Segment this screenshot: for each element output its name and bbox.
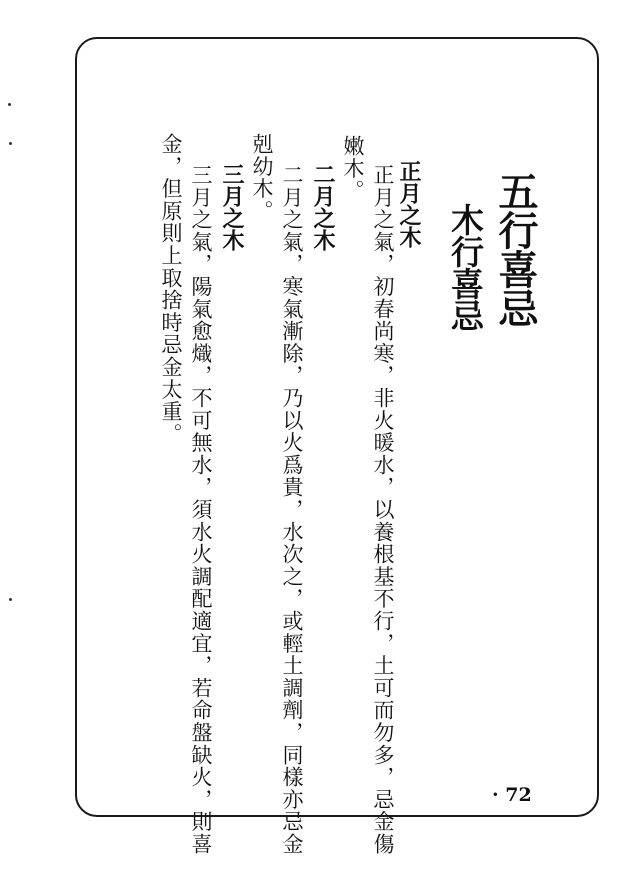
scan-speck — [8, 103, 11, 106]
page-number-bullet: · — [492, 784, 499, 806]
paragraph-line: 三月之氣，陽氣愈熾，不可無水，須水火調配適宜，若命盤缺火，則喜 — [189, 164, 213, 856]
heading-second-month: 二月之木 — [310, 163, 335, 251]
paragraph-line: 剋幼木。 — [250, 133, 274, 223]
paragraph-line: 嫩木。 — [341, 135, 365, 202]
page-number — [492, 784, 532, 806]
page-number-value: 72 — [505, 784, 532, 806]
chapter-title: 五行喜忌 — [492, 171, 538, 327]
scan-speck — [9, 142, 12, 145]
heading-third-month: 三月之木 — [219, 163, 244, 251]
page-border — [75, 37, 599, 817]
section-title: 木行喜忌 — [446, 203, 485, 331]
paragraph-line: 金，但原則上取捨時忌金太重。 — [159, 133, 183, 446]
paragraph-line: 正月之氣，初春尚寒，非火暖水，以養根基不行，土可而勿多，忌金傷 — [371, 164, 395, 856]
heading-first-month: 正月之木 — [396, 160, 421, 248]
scan-speck — [9, 598, 12, 601]
paragraph-line: 二月之氣，寒氣漸除，乃以火爲貴，水次之，或輕土調劑，同樣亦忌金 — [280, 164, 304, 856]
